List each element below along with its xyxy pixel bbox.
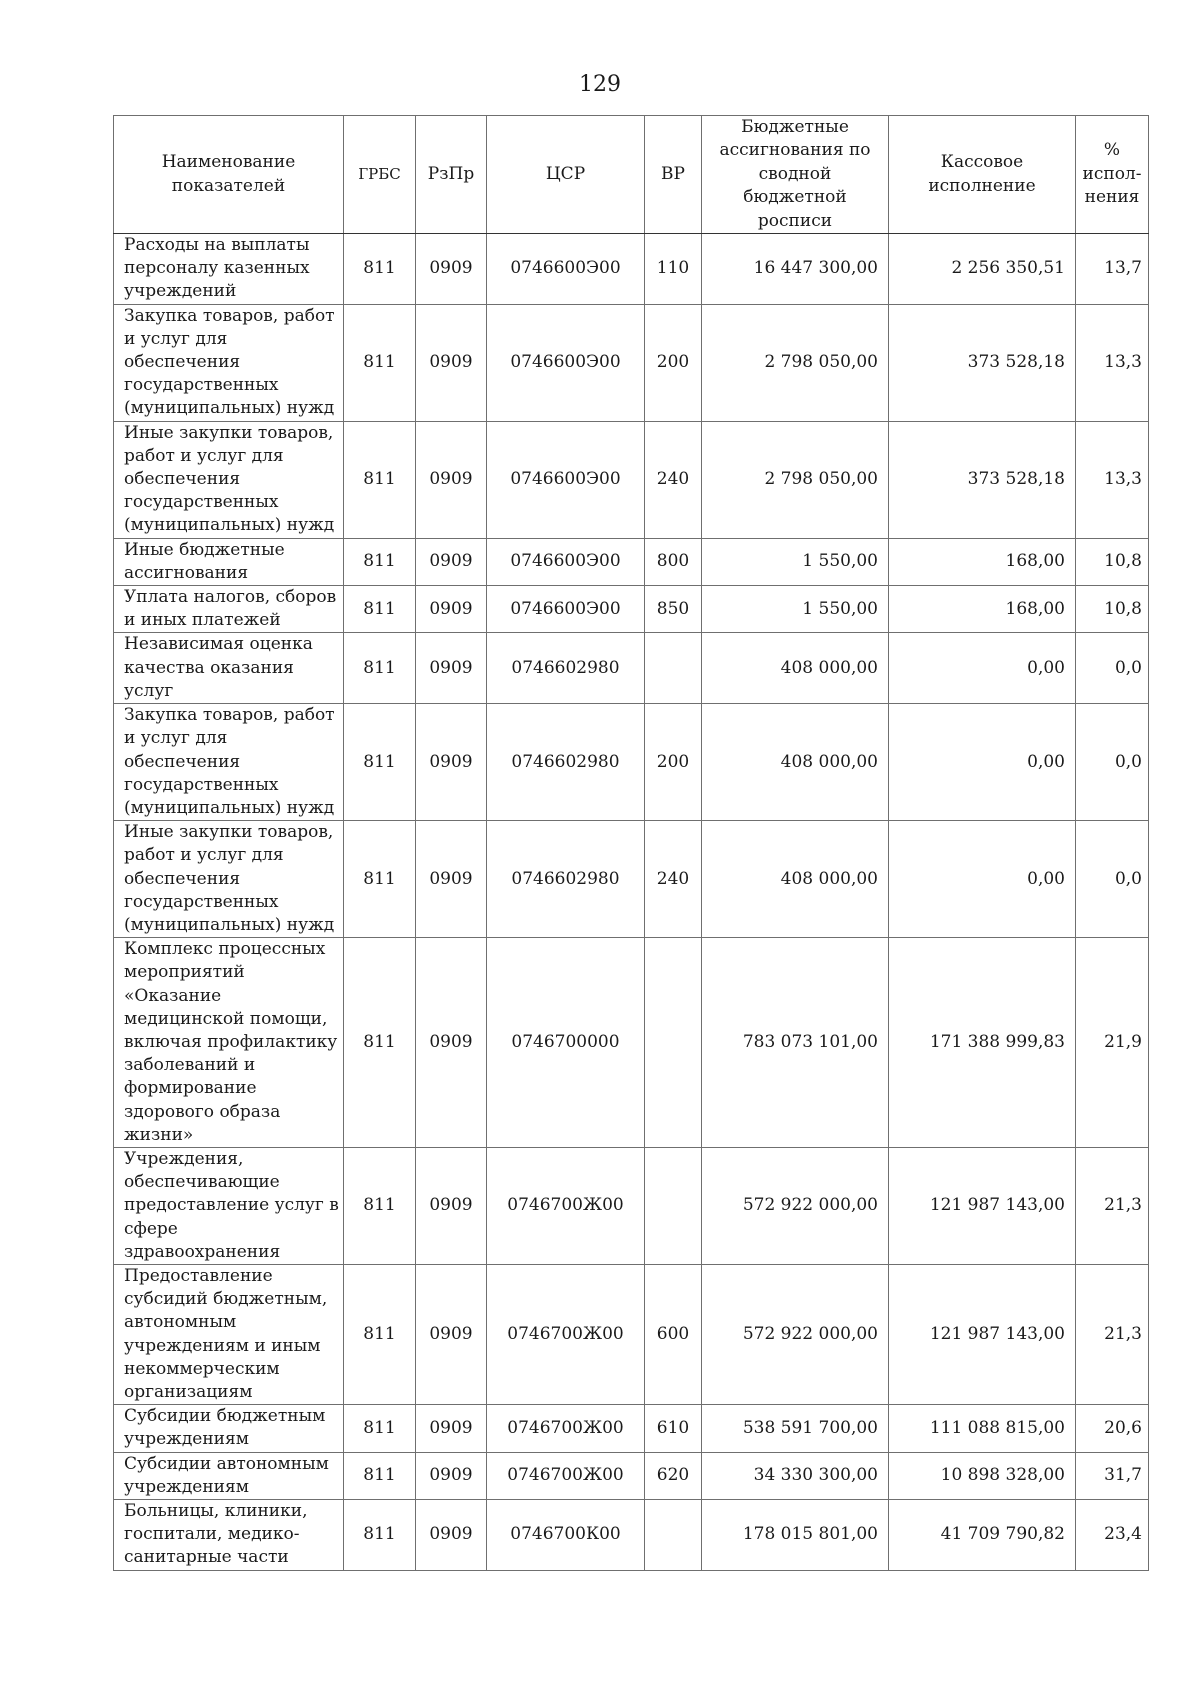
row-cash: 168,00 (889, 586, 1076, 633)
row-grbs: 811 (344, 821, 416, 938)
row-name: Закупка товаров, работ и услуг для обеспечения государственных (муниципальных) нужд (114, 304, 344, 421)
row-budget: 783 073 101,00 (702, 938, 889, 1148)
row-budget: 178 015 801,00 (702, 1500, 889, 1571)
row-name: Комплекс процессных мероприятий «Оказание медицинской помощи, включая профилактику заболеваний и формирование здорового образа жизни» (114, 938, 344, 1148)
row-vr (645, 1147, 702, 1264)
row-percent: 0,0 (1076, 633, 1149, 704)
row-csr: 0746600Э00 (487, 421, 645, 538)
row-vr (645, 938, 702, 1148)
row-csr: 0746602980 (487, 633, 645, 704)
row-csr: 0746700Ж00 (487, 1264, 645, 1404)
row-percent: 21,3 (1076, 1147, 1149, 1264)
row-percent: 21,9 (1076, 938, 1149, 1148)
row-name: Закупка товаров, работ и услуг для обеспечения государственных (муниципальных) нужд (114, 704, 344, 821)
row-rzpr: 0909 (416, 1405, 487, 1452)
table-row (114, 304, 1149, 421)
table-row (114, 421, 1149, 538)
row-name: Субсидии бюджетным учреждениям (114, 1405, 344, 1452)
row-rzpr: 0909 (416, 821, 487, 938)
table-row (114, 1452, 1149, 1499)
row-cash: 171 388 999,83 (889, 938, 1076, 1148)
row-cash: 111 088 815,00 (889, 1405, 1076, 1452)
row-name: Больницы, клиники, госпитали, медико-санитарные части (114, 1500, 344, 1571)
row-name: Иные закупки товаров, работ и услуг для обеспечения государственных (муниципальных) нужд (114, 821, 344, 938)
row-csr: 0746600Э00 (487, 586, 645, 633)
header-vr: ВР (645, 116, 702, 234)
header-csr: ЦСР (487, 116, 645, 234)
table-row (114, 1405, 1149, 1452)
row-grbs: 811 (344, 633, 416, 704)
row-vr (645, 1500, 702, 1571)
row-name: Учреждения, обеспечивающие предоставление услуг в сфере здравоохранения (114, 1147, 344, 1264)
row-rzpr: 0909 (416, 234, 487, 305)
row-budget: 408 000,00 (702, 704, 889, 821)
table-row (114, 633, 1149, 704)
table-row (114, 538, 1149, 585)
row-percent: 0,0 (1076, 704, 1149, 821)
budget-execution-table (113, 115, 1149, 1571)
row-percent: 21,3 (1076, 1264, 1149, 1404)
header-rzpr: РзПр (416, 116, 487, 234)
row-name: Независимая оценка качества оказания услуг (114, 633, 344, 704)
table-row (114, 234, 1149, 305)
row-cash: 0,00 (889, 704, 1076, 821)
row-csr: 0746700Ж00 (487, 1147, 645, 1264)
table-body (114, 234, 1149, 1571)
row-grbs: 811 (344, 1147, 416, 1264)
row-cash: 121 987 143,00 (889, 1264, 1076, 1404)
row-name: Иные закупки товаров, работ и услуг для обеспечения государственных (муниципальных) нужд (114, 421, 344, 538)
row-budget: 572 922 000,00 (702, 1147, 889, 1264)
row-cash: 10 898 328,00 (889, 1452, 1076, 1499)
row-rzpr: 0909 (416, 538, 487, 585)
row-percent: 13,3 (1076, 304, 1149, 421)
row-rzpr: 0909 (416, 586, 487, 633)
row-vr: 850 (645, 586, 702, 633)
row-vr: 600 (645, 1264, 702, 1404)
row-vr (645, 633, 702, 704)
row-name: Уплата налогов, сборов и иных платежей (114, 586, 344, 633)
header-cash: Кассовое исполнение (889, 116, 1076, 234)
row-cash: 121 987 143,00 (889, 1147, 1076, 1264)
row-csr: 0746602980 (487, 821, 645, 938)
row-rzpr: 0909 (416, 1264, 487, 1404)
row-percent: 20,6 (1076, 1405, 1149, 1452)
table-header-row (114, 116, 1149, 234)
table-row (114, 1147, 1149, 1264)
row-cash: 41 709 790,82 (889, 1500, 1076, 1571)
table-row (114, 1264, 1149, 1404)
row-percent: 10,8 (1076, 538, 1149, 585)
table-row (114, 586, 1149, 633)
row-name: Иные бюджетные ассигнования (114, 538, 344, 585)
row-budget: 408 000,00 (702, 821, 889, 938)
row-rzpr: 0909 (416, 1147, 487, 1264)
row-cash: 373 528,18 (889, 304, 1076, 421)
row-vr: 240 (645, 821, 702, 938)
row-name: Расходы на выплаты персоналу казенных учреждений (114, 234, 344, 305)
row-csr: 0746600Э00 (487, 234, 645, 305)
row-grbs: 811 (344, 586, 416, 633)
row-csr: 0746600Э00 (487, 304, 645, 421)
row-cash: 168,00 (889, 538, 1076, 585)
row-csr: 0746602980 (487, 704, 645, 821)
row-vr: 110 (645, 234, 702, 305)
row-csr: 0746700000 (487, 938, 645, 1148)
row-budget: 1 550,00 (702, 538, 889, 585)
row-csr: 0746600Э00 (487, 538, 645, 585)
row-budget: 34 330 300,00 (702, 1452, 889, 1499)
row-rzpr: 0909 (416, 304, 487, 421)
row-csr: 0746700Ж00 (487, 1452, 645, 1499)
row-grbs: 811 (344, 421, 416, 538)
row-percent: 23,4 (1076, 1500, 1149, 1571)
header-grbs: ГРБС (344, 116, 416, 234)
row-vr: 610 (645, 1405, 702, 1452)
table-row (114, 821, 1149, 938)
table-row (114, 1500, 1149, 1571)
row-rzpr: 0909 (416, 1452, 487, 1499)
row-budget: 408 000,00 (702, 633, 889, 704)
row-grbs: 811 (344, 304, 416, 421)
row-budget: 16 447 300,00 (702, 234, 889, 305)
row-budget: 2 798 050,00 (702, 304, 889, 421)
row-percent: 13,7 (1076, 234, 1149, 305)
row-budget: 538 591 700,00 (702, 1405, 889, 1452)
row-percent: 31,7 (1076, 1452, 1149, 1499)
header-name: Наименование показателей (114, 116, 344, 234)
row-budget: 2 798 050,00 (702, 421, 889, 538)
row-grbs: 811 (344, 1500, 416, 1571)
row-vr: 620 (645, 1452, 702, 1499)
row-name: Субсидии автономным учреждениям (114, 1452, 344, 1499)
row-csr: 0746700К00 (487, 1500, 645, 1571)
row-vr: 240 (645, 421, 702, 538)
row-grbs: 811 (344, 1452, 416, 1499)
row-csr: 0746700Ж00 (487, 1405, 645, 1452)
row-grbs: 811 (344, 538, 416, 585)
row-rzpr: 0909 (416, 421, 487, 538)
table-row (114, 938, 1149, 1148)
row-grbs: 811 (344, 234, 416, 305)
header-budget: Бюджетные ассигнования по сводной бюджетной росписи (702, 116, 889, 234)
row-cash: 0,00 (889, 821, 1076, 938)
row-rzpr: 0909 (416, 938, 487, 1148)
row-percent: 0,0 (1076, 821, 1149, 938)
row-cash: 0,00 (889, 633, 1076, 704)
row-vr: 800 (645, 538, 702, 585)
row-grbs: 811 (344, 1405, 416, 1452)
row-rzpr: 0909 (416, 704, 487, 821)
row-cash: 373 528,18 (889, 421, 1076, 538)
row-cash: 2 256 350,51 (889, 234, 1076, 305)
row-rzpr: 0909 (416, 633, 487, 704)
row-percent: 13,3 (1076, 421, 1149, 538)
row-vr: 200 (645, 704, 702, 821)
page-number: 129 (579, 72, 621, 97)
row-name: Предоставление субсидий бюджетным, автономным учреждениям и иным некоммерческим организациям (114, 1264, 344, 1404)
row-grbs: 811 (344, 704, 416, 821)
table-row (114, 704, 1149, 821)
row-budget: 572 922 000,00 (702, 1264, 889, 1404)
row-grbs: 811 (344, 1264, 416, 1404)
row-budget: 1 550,00 (702, 586, 889, 633)
row-rzpr: 0909 (416, 1500, 487, 1571)
row-grbs: 811 (344, 938, 416, 1148)
row-percent: 10,8 (1076, 586, 1149, 633)
header-percent: % испол-нения (1076, 116, 1149, 234)
row-vr: 200 (645, 304, 702, 421)
